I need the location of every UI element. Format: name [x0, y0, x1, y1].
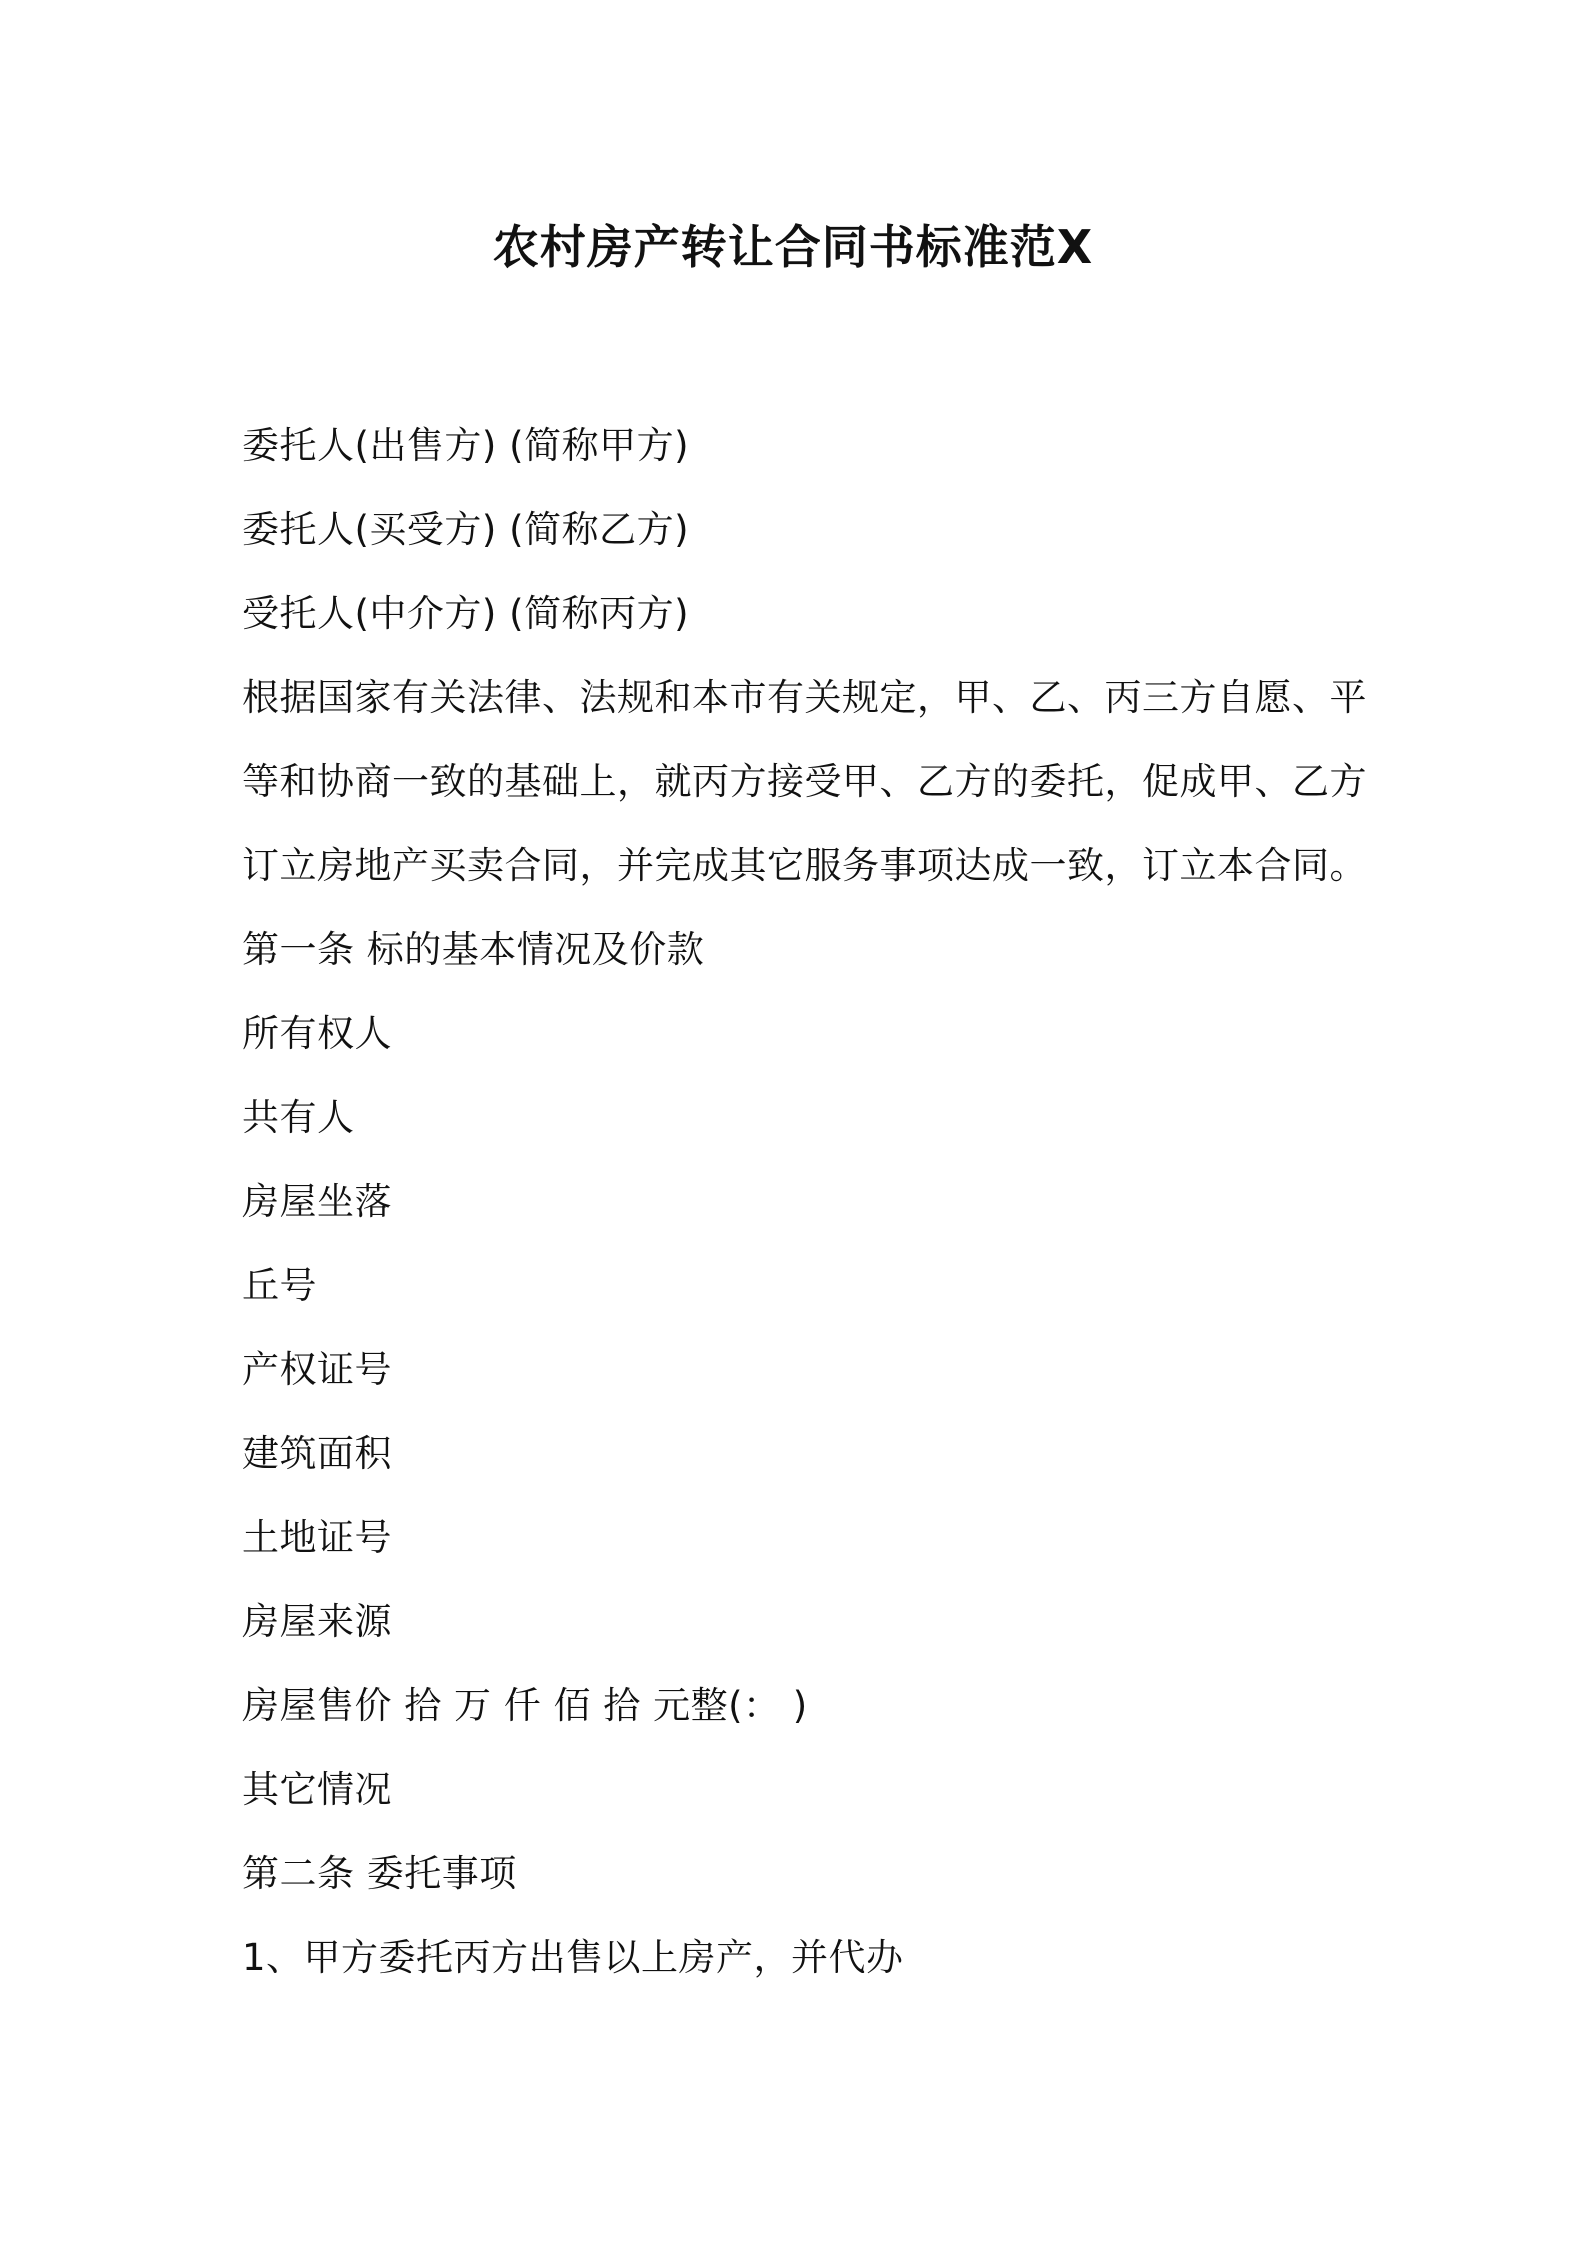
field-land-cert: 土地证号 — [242, 1516, 392, 1559]
article2-heading: 第二条 委托事项 — [242, 1852, 517, 1895]
party-buyer: 委托人(买受方) (简称乙方) — [242, 508, 690, 551]
preamble-line: 根据国家有关法律、法规和本市有关规定，甲、乙、丙三方自愿、平 — [242, 676, 1367, 719]
party-seller: 委托人(出售方) (简称甲方) — [242, 424, 690, 467]
field-source: 房屋来源 — [242, 1600, 392, 1643]
document-title: 农村房产转让合同书标准范X — [492, 220, 1094, 274]
article1-heading: 第一条 标的基本情况及价款 — [242, 928, 705, 971]
field-other: 其它情况 — [242, 1768, 392, 1811]
field-location: 房屋坐落 — [242, 1180, 392, 1223]
field-floor-area: 建筑面积 — [242, 1432, 392, 1475]
article2-item: 1、甲方委托丙方出售以上房产，并代办 — [242, 1936, 904, 1979]
preamble-line: 订立房地产买卖合同，并完成其它服务事项达成一致，订立本合同。 — [242, 844, 1367, 887]
field-owner: 所有权人 — [242, 1012, 392, 1055]
preamble-line: 等和协商一致的基础上，就丙方接受甲、乙方的委托，促成甲、乙方 — [242, 760, 1367, 803]
field-price: 房屋售价 拾 万 仟 佰 拾 元整(： ) — [242, 1684, 808, 1727]
document-body — [242, 404, 1367, 2000]
field-co-owner: 共有人 — [242, 1096, 355, 1139]
field-title-cert: 产权证号 — [242, 1348, 392, 1391]
field-lot-number: 丘号 — [242, 1264, 317, 1307]
party-agent: 受托人(中介方) (简称丙方) — [242, 592, 690, 635]
